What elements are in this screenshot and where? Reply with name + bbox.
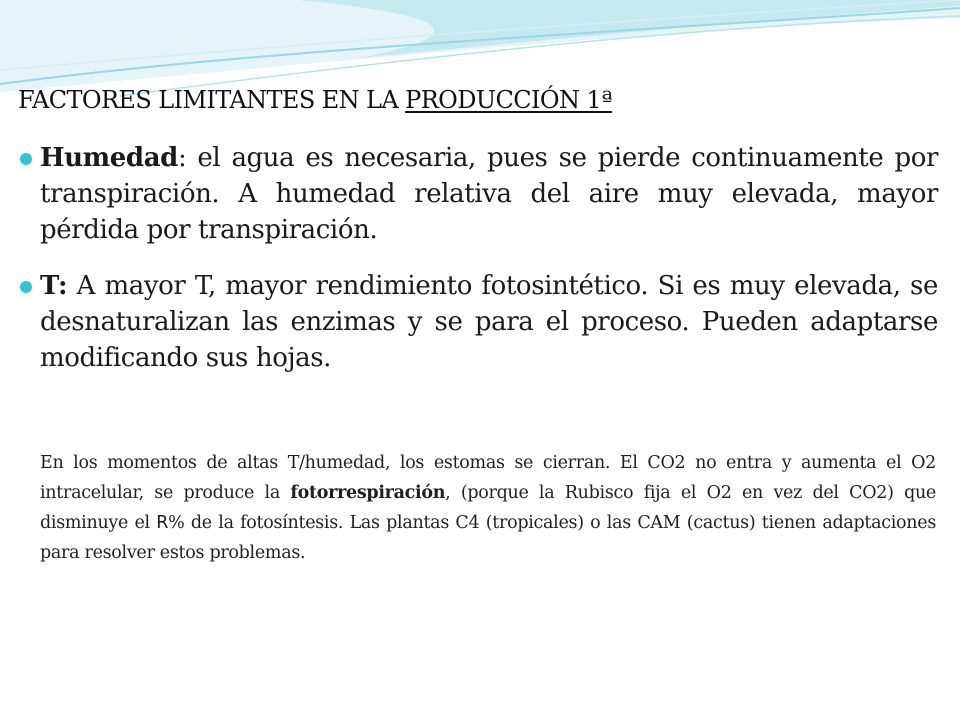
title-underlined-text: PRODUCCIÓN 1ª: [405, 86, 612, 114]
note-text: , (porque la Rubisco fija el O2 en vez del CO2) que disminuye el: [40, 483, 936, 533]
bullet-text: [40, 140, 938, 248]
bullet-text: [40, 268, 938, 376]
title-text: FACTORES LIMITANTES EN LA: [18, 86, 406, 114]
slide-title: [18, 86, 612, 114]
bullet-humedad: [20, 140, 938, 248]
bullet-term: Humedad: [40, 143, 178, 173]
note-text: % de la fotosíntesis. Las plantas C4 (tropicales) o las CAM (cactus) tienen adaptaciones para resolver estos problemas.: [40, 513, 936, 563]
note-paragraph: [40, 448, 936, 568]
bullet-dot: [20, 281, 32, 293]
bullet-dot: [20, 153, 32, 165]
bullet-body: : el agua es necesaria, pues se pierde continuamente por transpiración. A humedad relativa del aire muy elevada, mayor pérdida por transpiración.: [40, 143, 938, 245]
bullet-body: A mayor T, mayor rendimiento fotosintético. Si es muy elevada, se desnaturalizan las enzimas y se para el proceso. Pueden adaptarse modificando sus hojas.: [40, 271, 938, 373]
note-text: En los momentos de altas T/humedad, los estomas se cierran. El CO2 no entra y aumenta el O2 intracelular, se produce la: [40, 453, 936, 503]
bullet-term: T:: [40, 271, 68, 301]
note-bold-term: fotorrespiración: [290, 483, 446, 503]
bullet-temperatura: [20, 268, 938, 376]
note-r-symbol: R: [156, 513, 169, 533]
